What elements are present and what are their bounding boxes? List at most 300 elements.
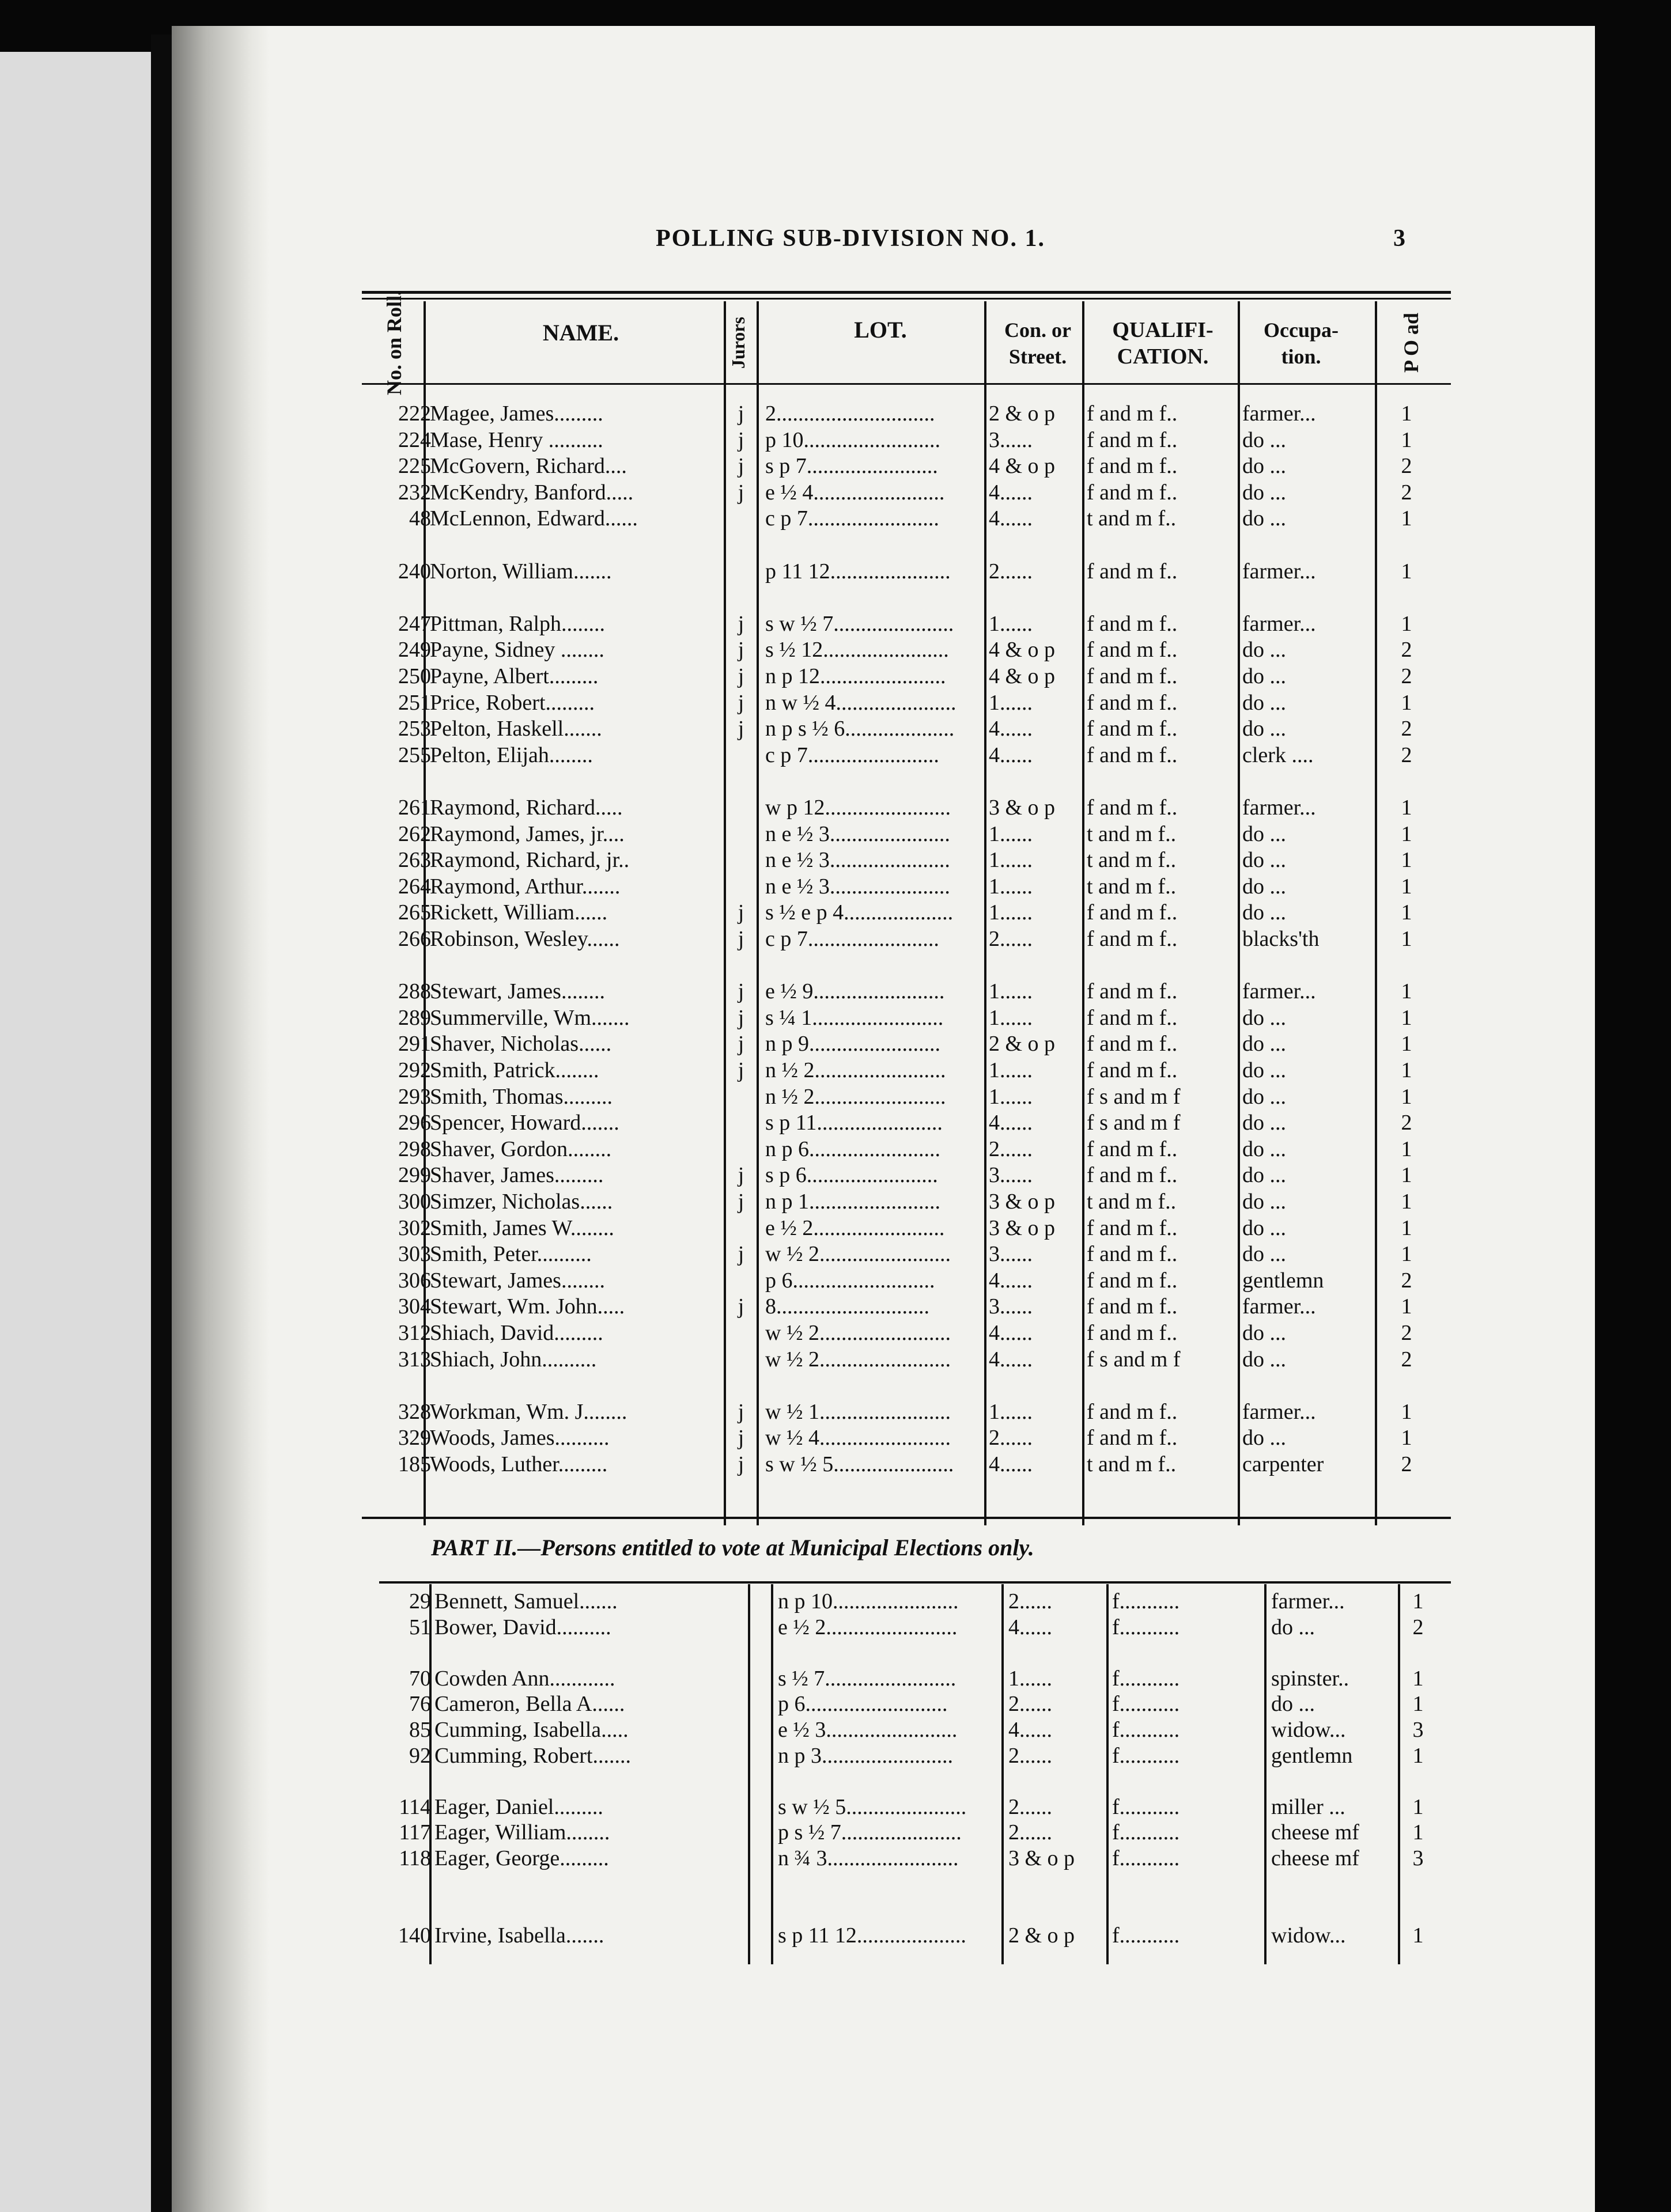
voter-name: Raymond, James, jr.... <box>430 821 625 846</box>
voter-name: Pelton, Elijah........ <box>430 743 593 767</box>
juror-mark: j <box>738 1294 744 1319</box>
col-header-con-street: Con. or Street. <box>1004 319 1071 368</box>
occupation-cell: do ... <box>1271 1692 1315 1717</box>
lot-cell: n p 9........................ <box>765 1032 940 1056</box>
juror-mark: j <box>738 900 744 925</box>
po-address-cell: 1 <box>1401 427 1412 452</box>
table-row <box>172 715 1595 742</box>
page <box>172 26 1595 2212</box>
concession-cell: 1...... <box>989 821 1033 846</box>
voter-name: Irvine, Isabella....... <box>434 1923 604 1948</box>
qualification-cell: f and m f.. <box>1087 1163 1178 1188</box>
roll-number: 291 <box>398 1032 431 1056</box>
po-address-cell: 1 <box>1401 1084 1412 1109</box>
qualification-cell: t and m f.. <box>1087 848 1177 873</box>
roll-number: 266 <box>398 927 431 951</box>
qualification-cell: f........... <box>1112 1743 1180 1768</box>
roll-number: 247 <box>398 611 431 636</box>
lot-cell: w ½ 2........................ <box>765 1242 951 1267</box>
part2-title: PART II.—Persons entitled to vote at Municipal Elections only. <box>431 1535 1034 1560</box>
occupation-cell: clerk .... <box>1242 743 1314 767</box>
po-address-cell: 1 <box>1401 611 1412 636</box>
lot-cell: s ½ e p 4.................... <box>765 900 954 925</box>
voter-name: Bower, David.......... <box>434 1615 611 1639</box>
concession-cell: 4 & o p <box>989 664 1056 688</box>
voter-name: Cumming, Isabella..... <box>434 1718 629 1742</box>
table-row <box>172 1399 1595 1425</box>
col-header-qualification: QUALIFI- CATION. <box>1112 318 1213 369</box>
roll-number: 51 <box>409 1615 431 1639</box>
qualification-cell: f and m f.. <box>1087 1005 1178 1030</box>
lot-cell: w ½ 2........................ <box>765 1347 951 1372</box>
po-address-cell: 1 <box>1401 402 1412 426</box>
roll-number: 29 <box>409 1589 431 1613</box>
lot-cell: e ½ 4........................ <box>765 480 945 505</box>
occupation-cell: cheese mf <box>1271 1846 1359 1870</box>
occupation-cell: farmer... <box>1242 559 1316 584</box>
concession-cell: 4...... <box>989 1452 1033 1476</box>
qualification-cell: t and m f.. <box>1087 821 1177 846</box>
concession-cell: 1...... <box>989 1084 1033 1109</box>
concession-cell: 3 & o p <box>989 1190 1056 1214</box>
lot-cell: e ½ 2........................ <box>778 1615 958 1639</box>
voter-name: Cowden Ann............ <box>434 1666 615 1691</box>
table-row <box>172 1819 1595 1846</box>
qualification-cell: f s and m f <box>1087 1084 1181 1109</box>
concession-cell: 4...... <box>1008 1615 1052 1639</box>
occupation-cell: blacks'th <box>1242 927 1320 951</box>
voter-name: Raymond, Richard, jr.. <box>430 848 630 873</box>
concession-cell: 2...... <box>989 559 1033 584</box>
roll-number: 306 <box>398 1268 431 1293</box>
roll-number: 304 <box>398 1294 431 1319</box>
col-header-jurors: Jurors <box>728 316 748 369</box>
occupation-cell: do ... <box>1242 1111 1286 1135</box>
voter-name: Magee, James......... <box>430 402 603 426</box>
po-address-cell: 2 <box>1412 1615 1424 1639</box>
occupation-cell: do ... <box>1242 1163 1286 1188</box>
juror-mark: j <box>738 1399 744 1424</box>
occupation-cell: do ... <box>1242 821 1286 846</box>
po-address-cell: 1 <box>1401 1399 1412 1424</box>
occupation-cell: do ... <box>1242 1242 1286 1267</box>
roll-number: 302 <box>398 1215 431 1240</box>
occupation-cell: do ... <box>1242 427 1286 452</box>
po-address-cell: 1 <box>1412 1692 1424 1717</box>
occupation-cell: gentlemn <box>1242 1268 1324 1293</box>
concession-cell: 4...... <box>989 1347 1033 1372</box>
juror-mark: j <box>738 611 744 636</box>
po-address-cell: 2 <box>1401 743 1412 767</box>
po-address-cell: 1 <box>1412 1820 1424 1845</box>
voter-name: Cumming, Robert....... <box>434 1743 631 1768</box>
lot-cell: p 6.......................... <box>765 1268 935 1293</box>
page-title: POLLING SUB-DIVISION NO. 1. <box>656 225 1045 252</box>
juror-mark: j <box>738 1452 744 1476</box>
roll-number: 312 <box>398 1321 431 1345</box>
voter-name: Simzer, Nicholas...... <box>430 1190 613 1214</box>
roll-number: 329 <box>398 1426 431 1450</box>
roll-number: 232 <box>398 480 431 505</box>
occupation-cell: do ... <box>1242 506 1286 531</box>
roll-number: 262 <box>398 821 431 846</box>
lot-cell: w ½ 4........................ <box>765 1426 951 1450</box>
po-address-cell: 1 <box>1401 1294 1412 1319</box>
juror-mark: j <box>738 664 744 688</box>
lot-cell: c p 7........................ <box>765 927 939 951</box>
voter-name: Smith, Peter.......... <box>430 1242 592 1267</box>
occupation-cell: do ... <box>1242 690 1286 715</box>
po-address-cell: 2 <box>1401 1321 1412 1345</box>
lot-cell: s ½ 12....................... <box>765 638 949 662</box>
concession-cell: 3...... <box>989 1294 1033 1319</box>
roll-number: 92 <box>409 1743 431 1768</box>
occupation-cell: farmer... <box>1242 611 1316 636</box>
concession-cell: 1...... <box>989 1399 1033 1424</box>
voter-name: Woods, Luther......... <box>430 1452 608 1476</box>
voter-name: Shaver, Nicholas...... <box>430 1032 612 1056</box>
col-header-no-on-roll: No. on Roll. <box>383 290 406 396</box>
part2-col-divider-2 <box>748 1584 750 1964</box>
occupation-cell: miller ... <box>1271 1794 1345 1819</box>
occupation-cell: farmer... <box>1242 1399 1316 1424</box>
voter-name: Eager, George......... <box>434 1846 609 1870</box>
table-row <box>172 847 1595 873</box>
qualification-cell: f........... <box>1112 1615 1180 1639</box>
table-row <box>172 1794 1595 1820</box>
roll-number: 328 <box>398 1399 431 1424</box>
qualification-cell: f and m f.. <box>1087 1137 1178 1161</box>
po-address-cell: 1 <box>1412 1743 1424 1768</box>
po-address-cell: 1 <box>1401 1190 1412 1214</box>
occupation-cell: do ... <box>1242 1347 1286 1372</box>
voter-name: Summerville, Wm....... <box>430 1005 630 1030</box>
voter-name: Cameron, Bella A...... <box>434 1692 625 1717</box>
concession-cell: 1...... <box>989 690 1033 715</box>
po-address-cell: 1 <box>1401 1058 1412 1082</box>
occupation-cell: do ... <box>1242 1426 1286 1450</box>
roll-number: 85 <box>409 1718 431 1742</box>
lot-cell: p 6.......................... <box>778 1692 948 1717</box>
voter-name: Stewart, James........ <box>430 979 605 1004</box>
roll-number: 288 <box>398 979 431 1004</box>
lot-cell: c p 7........................ <box>765 743 939 767</box>
lot-cell: s p 11 12.................... <box>778 1923 966 1948</box>
roll-number: 251 <box>398 690 431 715</box>
lot-cell: n p 12....................... <box>765 664 946 688</box>
occupation-cell: spinster.. <box>1271 1666 1349 1691</box>
roll-number: 292 <box>398 1058 431 1082</box>
table-row <box>172 1588 1595 1615</box>
po-address-cell: 2 <box>1401 638 1412 662</box>
roll-number: 118 <box>399 1846 431 1870</box>
table-top-rule <box>362 291 1451 294</box>
lot-cell: s ¼ 1........................ <box>765 1005 944 1030</box>
lot-cell: e ½ 9........................ <box>765 979 945 1004</box>
voter-name: Woods, James.......... <box>430 1426 610 1450</box>
juror-mark: j <box>738 1163 744 1188</box>
po-address-cell: 1 <box>1401 848 1412 873</box>
part2-col-divider-3 <box>771 1584 773 1964</box>
po-address-cell: 1 <box>1401 559 1412 584</box>
po-address-cell: 1 <box>1412 1666 1424 1691</box>
juror-mark: j <box>738 402 744 426</box>
roll-number: 117 <box>399 1820 431 1845</box>
table-row <box>172 1241 1595 1267</box>
concession-cell: 2...... <box>1008 1743 1052 1768</box>
voter-name: Shaver, Gordon........ <box>430 1137 612 1161</box>
part2-col-divider-1 <box>429 1584 432 1964</box>
roll-number: 298 <box>398 1137 431 1161</box>
concession-cell: 1...... <box>989 900 1033 925</box>
table-row <box>172 1451 1595 1478</box>
part2-top-rule <box>379 1581 1451 1584</box>
concession-cell: 2...... <box>1008 1794 1052 1819</box>
qualification-cell: f s and m f <box>1087 1111 1181 1135</box>
qualification-cell: f........... <box>1112 1820 1180 1845</box>
qualification-cell: f........... <box>1112 1666 1180 1691</box>
qualification-cell: f........... <box>1112 1692 1180 1717</box>
table-row <box>172 1031 1595 1057</box>
qualification-cell: f and m f.. <box>1087 454 1178 479</box>
lot-cell: w p 12....................... <box>765 796 951 820</box>
table-row <box>172 1005 1595 1031</box>
occupation-cell: do ... <box>1242 1215 1286 1240</box>
concession-cell: 2...... <box>989 927 1033 951</box>
page-number: 3 <box>1393 225 1405 252</box>
concession-cell: 4...... <box>989 480 1033 505</box>
roll-number: 225 <box>398 454 431 479</box>
qualification-cell: f and m f.. <box>1087 480 1178 505</box>
occupation-cell: do ... <box>1242 1190 1286 1214</box>
concession-cell: 4 & o p <box>989 638 1056 662</box>
lot-cell: e ½ 3........................ <box>778 1718 958 1742</box>
table-row <box>172 926 1595 952</box>
book-gutter <box>151 35 174 2212</box>
lot-cell: p 10......................... <box>765 427 940 452</box>
occupation-cell: widow... <box>1271 1718 1346 1742</box>
col-header-occupation: Occupa- tion. <box>1264 319 1339 368</box>
table-row <box>172 1188 1595 1215</box>
po-address-cell: 2 <box>1401 1111 1412 1135</box>
lot-cell: n p 6........................ <box>765 1137 940 1161</box>
qualification-cell: f and m f.. <box>1087 927 1178 951</box>
lot-cell: n ½ 2........................ <box>765 1058 946 1082</box>
qualification-cell: f and m f.. <box>1087 1215 1178 1240</box>
qualification-cell: f and m f.. <box>1087 1321 1178 1345</box>
po-address-cell: 1 <box>1401 796 1412 820</box>
table-top-rule-2 <box>362 298 1451 300</box>
qualification-cell: f and m f.. <box>1087 979 1178 1004</box>
table-row <box>172 1057 1595 1084</box>
roll-number: 255 <box>398 743 431 767</box>
occupation-cell: do ... <box>1242 1005 1286 1030</box>
occupation-cell: farmer... <box>1242 796 1316 820</box>
juror-mark: j <box>738 1190 744 1214</box>
concession-cell: 4...... <box>989 743 1033 767</box>
roll-number: 300 <box>398 1190 431 1214</box>
col-header-name: NAME. <box>542 320 619 346</box>
qualification-cell: f and m f.. <box>1087 1268 1178 1293</box>
occupation-cell: carpenter <box>1242 1452 1324 1476</box>
table-row <box>172 1346 1595 1373</box>
po-address-cell: 1 <box>1401 874 1412 899</box>
concession-cell: 4...... <box>989 506 1033 531</box>
table-row <box>172 1614 1595 1641</box>
voter-name: Shiach, David......... <box>430 1321 603 1345</box>
lot-cell: n w ½ 4...................... <box>765 690 957 715</box>
qualification-cell: f and m f.. <box>1087 900 1178 925</box>
voter-name: Payne, Albert......... <box>430 664 599 688</box>
voter-name: Smith, Patrick........ <box>430 1058 599 1082</box>
table-row <box>172 427 1595 453</box>
table-row <box>172 873 1595 900</box>
qualification-cell: f and m f.. <box>1087 1426 1178 1450</box>
table-row <box>172 1215 1595 1241</box>
concession-cell: 1...... <box>989 848 1033 873</box>
lot-cell: 8............................ <box>765 1294 929 1319</box>
roll-number: 253 <box>398 717 431 741</box>
roll-number: 240 <box>398 559 431 584</box>
table-row <box>172 1293 1595 1320</box>
table-row <box>172 1743 1595 1769</box>
qualification-cell: f........... <box>1112 1589 1180 1613</box>
qualification-cell: f........... <box>1112 1923 1180 1948</box>
juror-mark: j <box>738 1032 744 1056</box>
qualification-cell: t and m f.. <box>1087 1452 1177 1476</box>
concession-cell: 2 & o p <box>1008 1923 1075 1948</box>
part2-col-divider-4 <box>1001 1584 1004 1964</box>
concession-cell: 4...... <box>989 1268 1033 1293</box>
lot-cell: e ½ 2........................ <box>765 1215 945 1240</box>
po-address-cell: 1 <box>1401 900 1412 925</box>
voter-name: Pelton, Haskell....... <box>430 717 602 741</box>
occupation-cell: farmer... <box>1242 979 1316 1004</box>
occupation-cell: do ... <box>1242 454 1286 479</box>
voter-name: Shiach, John.......... <box>430 1347 597 1372</box>
lot-cell: s w ½ 7...................... <box>765 611 954 636</box>
po-address-cell: 1 <box>1401 1137 1412 1161</box>
voter-name: Rickett, William...... <box>430 900 608 925</box>
concession-cell: 2 & o p <box>989 1032 1056 1056</box>
concession-cell: 3...... <box>989 427 1033 452</box>
voter-name: McKendry, Banford..... <box>430 480 634 505</box>
roll-number: 76 <box>409 1692 431 1717</box>
po-address-cell: 1 <box>1412 1794 1424 1819</box>
po-address-cell: 2 <box>1401 1452 1412 1476</box>
roll-number: 289 <box>398 1005 431 1030</box>
part2-col-divider-7 <box>1398 1584 1400 1964</box>
juror-mark: j <box>738 427 744 452</box>
qualification-cell: f and m f.. <box>1087 690 1178 715</box>
po-address-cell: 1 <box>1401 506 1412 531</box>
juror-mark: j <box>738 480 744 505</box>
left-page-edge <box>0 52 154 2212</box>
table-header-rule <box>362 383 1451 385</box>
voter-name: Payne, Sidney ........ <box>430 638 604 662</box>
po-address-cell: 1 <box>1401 821 1412 846</box>
roll-number: 313 <box>398 1347 431 1372</box>
lot-cell: s w ½ 5...................... <box>765 1452 954 1476</box>
occupation-cell: do ... <box>1242 1032 1286 1056</box>
voter-name: Smith, Thomas......... <box>430 1084 613 1109</box>
juror-mark: j <box>738 717 744 741</box>
voter-name: Pittman, Ralph........ <box>430 611 605 636</box>
qualification-cell: f and m f.. <box>1087 611 1178 636</box>
table-row <box>172 505 1595 532</box>
lot-cell: n p 1........................ <box>765 1190 940 1214</box>
occupation-cell: do ... <box>1271 1615 1315 1639</box>
lot-cell: c p 7........................ <box>765 506 939 531</box>
qualification-cell: f and m f.. <box>1087 1294 1178 1319</box>
occupation-cell: do ... <box>1242 717 1286 741</box>
occupation-cell: farmer... <box>1242 402 1316 426</box>
lot-cell: w ½ 2........................ <box>765 1321 951 1345</box>
voter-name: Norton, William....... <box>430 559 612 584</box>
table-row <box>172 663 1595 690</box>
occupation-cell: gentlemn <box>1271 1743 1353 1768</box>
table-row <box>172 1136 1595 1162</box>
lot-cell: n p s ½ 6.................... <box>765 717 955 741</box>
concession-cell: 2...... <box>989 1426 1033 1450</box>
table-row <box>172 1267 1595 1294</box>
po-address-cell: 1 <box>1412 1923 1424 1948</box>
table-row <box>172 1845 1595 1872</box>
table-row <box>172 978 1595 1005</box>
voter-name: Bennett, Samuel....... <box>434 1589 618 1613</box>
part2-col-divider-5 <box>1106 1584 1109 1964</box>
qualification-cell: f and m f.. <box>1087 743 1178 767</box>
occupation-cell: do ... <box>1242 480 1286 505</box>
qualification-cell: f and m f.. <box>1087 638 1178 662</box>
voter-name: Stewart, James........ <box>430 1268 605 1293</box>
po-address-cell: 1 <box>1401 1005 1412 1030</box>
concession-cell: 2 & o p <box>989 402 1056 426</box>
lot-cell: n e ½ 3...................... <box>765 874 950 899</box>
lot-cell: s ½ 7........................ <box>778 1666 957 1691</box>
lot-cell: n ¾ 3........................ <box>778 1846 959 1870</box>
voter-name: Workman, Wm. J........ <box>430 1399 627 1424</box>
voter-name: Robinson, Wesley...... <box>430 927 620 951</box>
lot-cell: n ½ 2........................ <box>765 1084 946 1109</box>
concession-cell: 2...... <box>1008 1589 1052 1613</box>
po-address-cell: 1 <box>1401 1163 1412 1188</box>
roll-number: 264 <box>398 874 431 899</box>
concession-cell: 3 & o p <box>1008 1846 1075 1870</box>
voter-name: Shaver, James......... <box>430 1163 604 1188</box>
concession-cell: 2...... <box>989 1137 1033 1161</box>
voter-name: McGovern, Richard.... <box>430 454 627 479</box>
juror-mark: j <box>738 1426 744 1450</box>
concession-cell: 3...... <box>989 1163 1033 1188</box>
qualification-cell: f and m f.. <box>1087 427 1178 452</box>
qualification-cell: f and m f.. <box>1087 717 1178 741</box>
po-address-cell: 1 <box>1401 1215 1412 1240</box>
table-row <box>172 1425 1595 1451</box>
voter-name: Stewart, Wm. John..... <box>430 1294 625 1319</box>
voter-name: McLennon, Edward...... <box>430 506 638 531</box>
qualification-cell: f and m f.. <box>1087 402 1178 426</box>
juror-mark: j <box>738 690 744 715</box>
roll-number: 265 <box>398 900 431 925</box>
concession-cell: 3 & o p <box>989 1215 1056 1240</box>
occupation-cell: widow... <box>1271 1923 1346 1948</box>
table-row <box>172 1665 1595 1692</box>
concession-cell: 4...... <box>1008 1718 1052 1742</box>
table-row <box>172 1109 1595 1136</box>
voter-name: Raymond, Richard..... <box>430 796 623 820</box>
roll-number: 224 <box>398 427 431 452</box>
